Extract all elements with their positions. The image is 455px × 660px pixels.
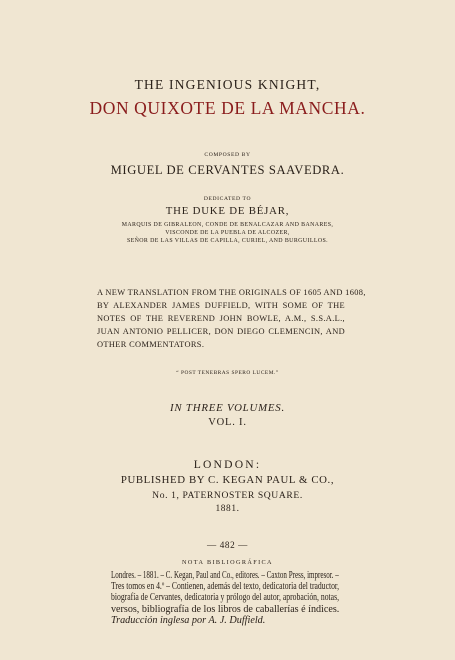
translation-paragraph: [97, 286, 366, 351]
imprint-address: No. 1, PATERNOSTER SQUARE.: [152, 490, 303, 501]
bibliographic-note: [111, 570, 339, 626]
dedicatee-title-line: VISCONDE DE LA PUEBLA DE ALCOZER,: [165, 230, 290, 236]
bibliographic-note-line: Traducción inglesa por A. J. Duffield.: [111, 614, 266, 626]
volume-number: VOL. I.: [208, 417, 247, 428]
dedicated-to-label: DEDICATED TO: [203, 196, 252, 202]
composed-by-label: COMPOSED BY: [204, 152, 251, 158]
imprint-year: 1881.: [215, 504, 240, 514]
dedicatee-title-line: SEÑOR DE LAS VILLAS DE CAPILLA, CURIEL, AND BURGUILLOS.: [126, 238, 329, 244]
title-line-1: THE INGENIOUS KNIGHT,: [134, 77, 321, 92]
bibliographic-note-heading: NOTA BIBLIOGRÁFICA: [182, 559, 273, 566]
bibliographic-note-line: versos, bibliografía de los libros de caballerías é índices.: [111, 603, 340, 615]
bibliographic-note-line: Londres. – 1881. – C. Kegan, Paul and Co., editores. – Caxton Press, impresor. –: [111, 570, 339, 581]
dedicatee-name: THE DUKE DE BÉJAR,: [165, 205, 290, 217]
translation-line: BY ALEXANDER JAMES DUFFIELD, WITH SOME OF THE: [97, 301, 345, 310]
bibliographic-note-line: Tres tomos en 4.º – Contienen, además del texto, dedicatoria del traductor,: [111, 581, 340, 593]
bibliographic-note-line: biografía de Cervantes, dedicatoria y prólogo del autor, aprobación, notas,: [111, 592, 340, 604]
page-number: — 482 —: [207, 540, 248, 550]
translation-line: JUAN ANTONIO PELLICER, DON DIEGO CLEMENCIN, AND: [97, 327, 345, 336]
dedicatee-title-line: MARQUIS DE GIBRALEON, CONDE DE BENALCAZAR AND BANARES,: [121, 222, 334, 228]
imprint-publisher: PUBLISHED BY C. KEGAN PAUL & CO.,: [120, 474, 335, 486]
translation-line: A NEW TRANSLATION FROM THE ORIGINALS OF 1605 AND 1608,: [97, 288, 366, 297]
translation-line: OTHER COMMENTATORS.: [97, 340, 205, 349]
translation-line: NOTES OF THE REVEREND JOHN BOWLE, A.M., S.S.A.L.,: [97, 314, 345, 323]
motto: “ POST TENEBRAS SPERO LUCEM.”: [176, 370, 279, 376]
title-line-2: DON QUIXOTE DE LA MANCHA.: [89, 98, 366, 118]
imprint-city: LONDON:: [193, 458, 262, 471]
volumes-statement: IN THREE VOLUMES.: [170, 402, 285, 414]
author-name: MIGUEL DE CERVANTES SAAVEDRA.: [110, 163, 345, 177]
